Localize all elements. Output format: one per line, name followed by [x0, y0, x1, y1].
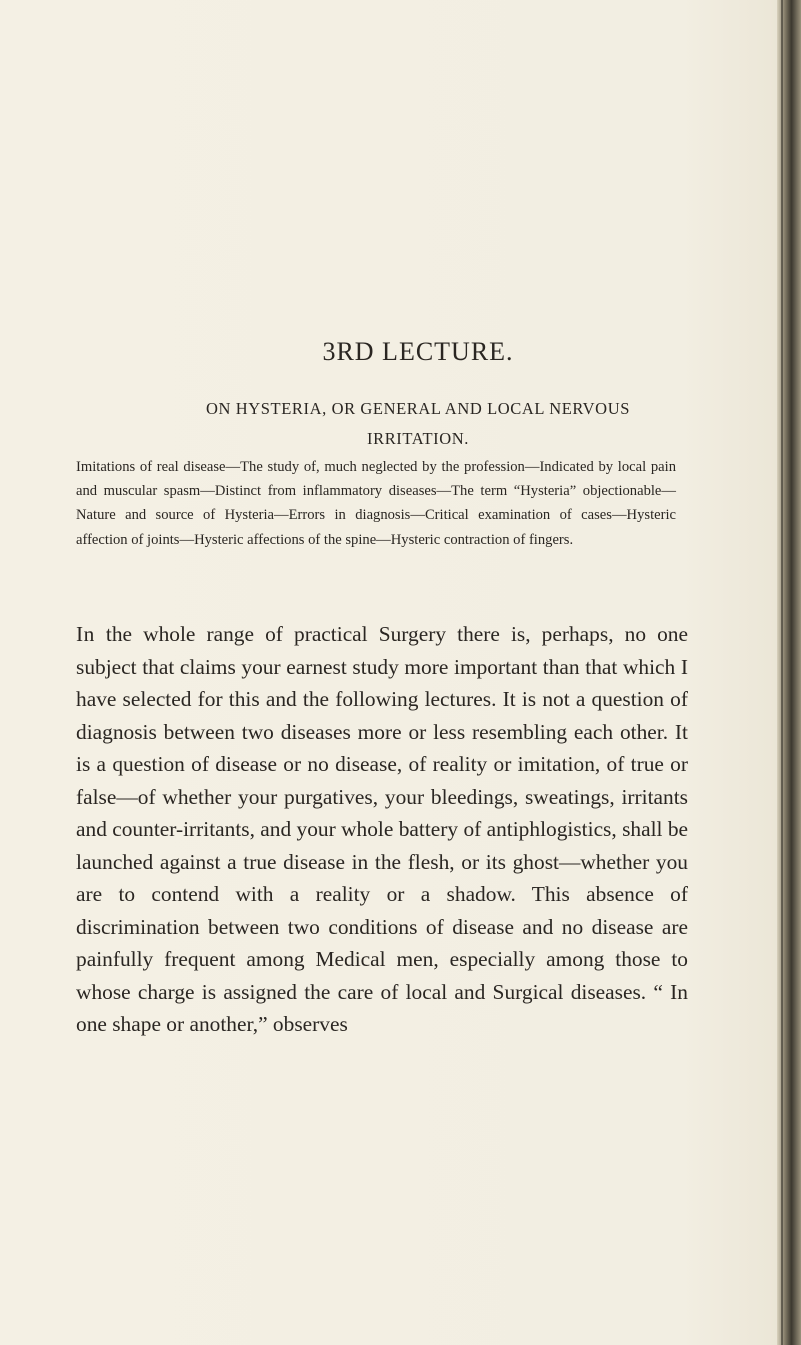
book-binding-shadow — [781, 0, 783, 1345]
lead-word: In — [76, 622, 95, 646]
subtitle-line-1: ON HYSTERIA, OR GENERAL AND LOCAL NERVOUS — [205, 399, 630, 418]
body-text: the whole range of practical Surgery there is, perhaps, no one subject that claims your earnest study more important than that which I have selected for this and the following lectures. It is not a question of diagnosis between two diseases more or less resembling each other. It is a question of disease or no disease, of reality or imitation, of true or false—of whether your purgatives, your bleedings, sweatings, irritants and counter-irritants, and your whole battery of antiphlogistics, shall be launched against a true disease in the flesh, or its ghost—whether you are to contend with a reality or a shadow. This absence of discrimination between two conditions of disease and no disease are painfully frequent among Medical men, especially among those to whose charge is assigned the care of local and Surgical diseases. “ In one shape or another,” observes — [76, 622, 689, 1036]
subtitle-line-2: IRRITATION. — [367, 429, 469, 448]
lecture-synopsis: Imitations of real disease—The study of, much neglected by the profession—Indicated by local pain and muscular spasm—Distinct from inflammatory diseases—The term “Hysteria” objectionable—Nature and source of Hysteria—Errors in diagnosis—Critical examination of cases—Hysteric affection of joints—Hysteric affections of the spine—Hysteric contraction of fingers. — [76, 459, 676, 548]
lecture-subtitle — [76, 394, 760, 454]
lecture-title: 3RD LECTURE. — [322, 337, 514, 366]
body-paragraph — [76, 618, 688, 1041]
